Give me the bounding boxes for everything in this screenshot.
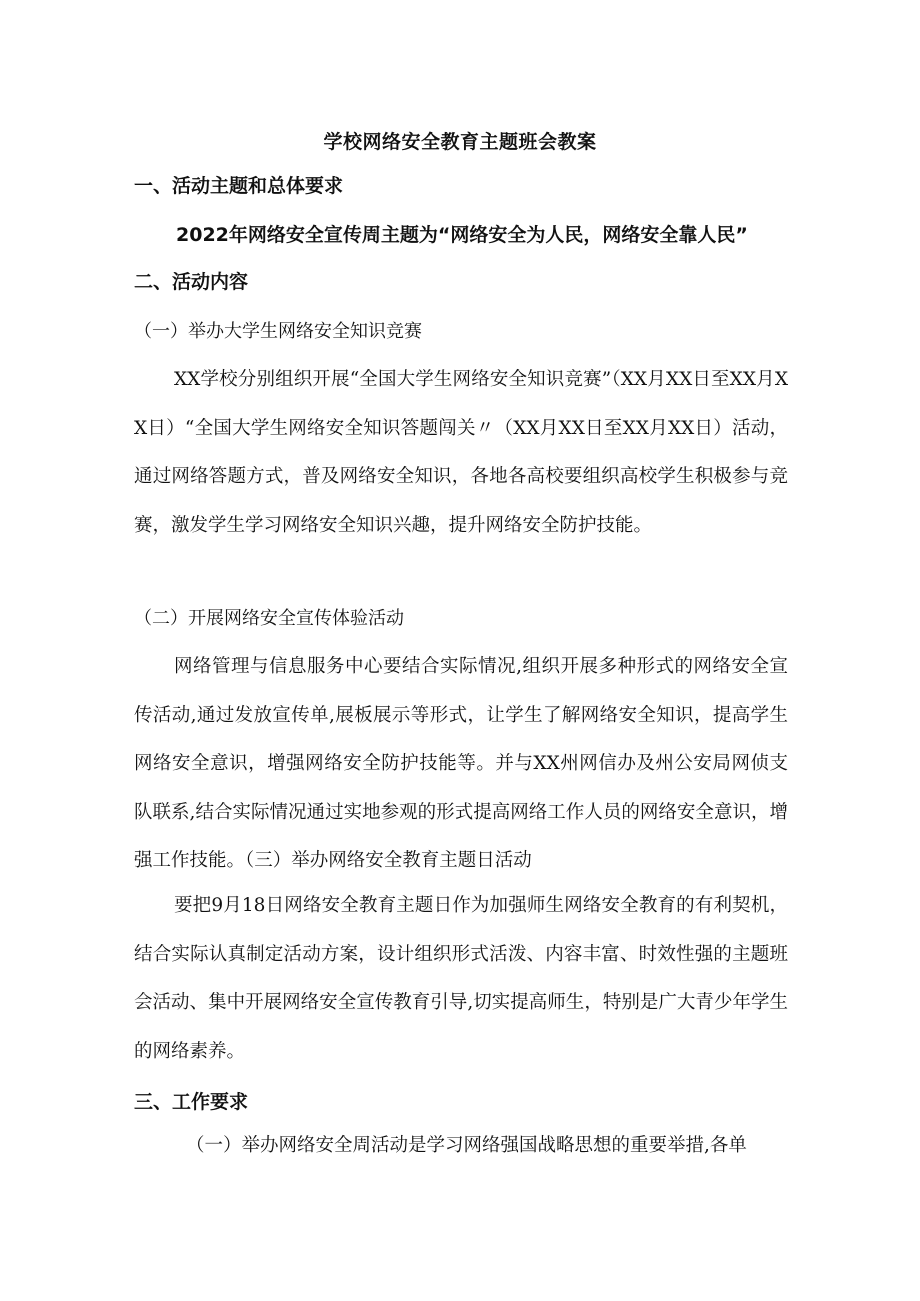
section-heading-2: 二、活动内容 (134, 271, 249, 293)
section-heading-1: 一、活动主题和总体要求 (134, 175, 344, 197)
section-heading-3: 三、工作要求 (134, 1091, 249, 1113)
subsection-heading-1: （一）举办大学生网络安全知识竞赛 (134, 321, 422, 342)
paragraph-theme-day: 要把9月18日网络安全教育主题日作为加强师生网络安全教育的有利契机，结合实际认真制定活动方案，设计组织形式活泼、内容丰富、时效性强的主题班会活动、集中开展网络安全宣传教育引导,切实提高师生，特别是广大青少年学生的网络素养。 (134, 895, 788, 1062)
theme-statement: 2022年网络安全宣传周主题为“网络安全为人民，网络安全靠人民” (176, 224, 748, 246)
paragraph-knowledge-contest: XX学校分别组织开展“全国大学生网络安全知识竞赛”（XX月XX日至XX月XX日）“全国大学生网络安全知识答题闯关〃（XX月XX日至XX月XX日）活动，通过网络答题方式，普及网络安全知识，各地各高校要组织高校学生积极参与竞赛，激发学生学习网络安全知识兴趣，提升网络安全防护技能。 (134, 369, 788, 536)
document-title: 学校网络安全教育主题班会教案 (323, 131, 597, 153)
paragraph-work-requirements: （一）举办网络安全周活动是学习网络强国战略思想的重要举措,各单 (186, 1135, 747, 1156)
paragraph-publicity-activity: 网络管理与信息服务中心要结合实际情况,组织开展多种形式的网络安全宣传活动,通过发放宣传单,展板展示等形式，让学生了解网络安全知识，提高学生网络安全意识，增强网络安全防护技能等。并与XX州网信办及州公安局网侦支队联系,结合实际情况通过实地参观的形式提高网络工作人员的网络安全意识，增强工作技能。（三）举办网络安全教育主题日活动 (134, 656, 788, 871)
subsection-heading-2: （二）开展网络安全宣传体验活动 (134, 608, 404, 629)
